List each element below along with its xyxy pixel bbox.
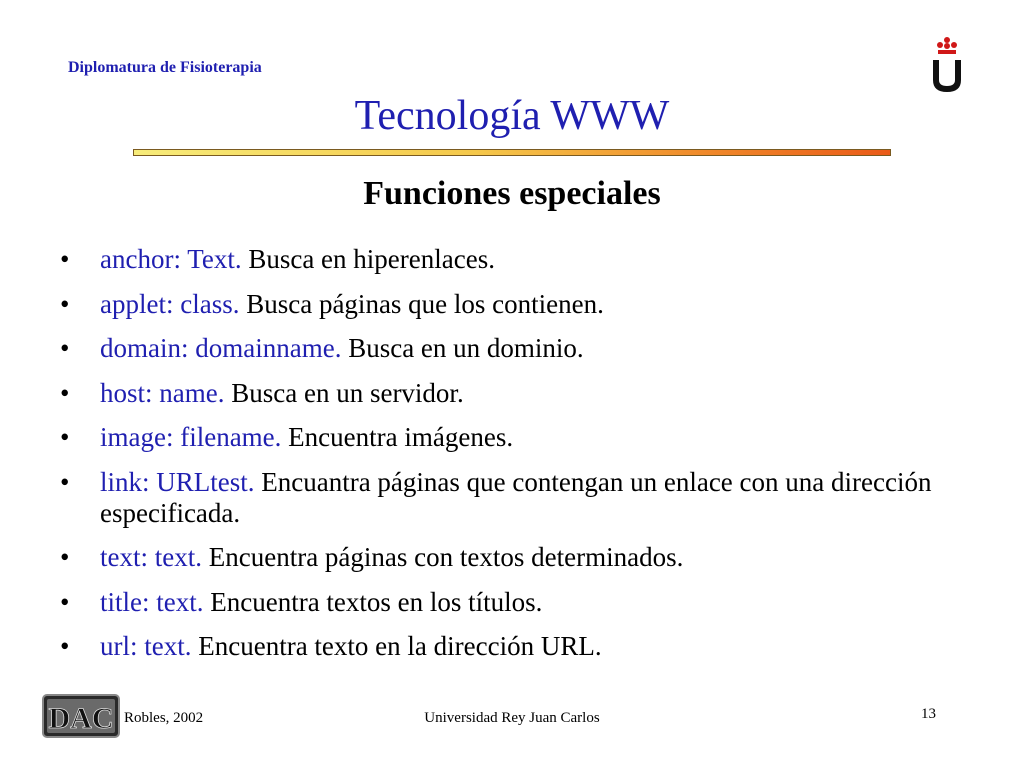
title-divider	[133, 149, 891, 156]
list-item: • text: text. Encuentra páginas con textos determinados.	[60, 542, 684, 572]
description-text: Busca en un dominio.	[341, 333, 584, 363]
description-text: Busca en un servidor.	[224, 377, 464, 408]
list-item: • title: text. Encuentra textos en los títulos.	[60, 586, 543, 617]
svg-text:DAC: DAC	[48, 702, 114, 735]
university-logo	[930, 36, 964, 96]
description-text: Encuentra texto en la dirección URL.	[191, 631, 602, 661]
course-title: Diplomatura de Fisioterapia	[68, 59, 262, 76]
list-item: • anchor: Text. Busca en hiperenlaces.	[60, 244, 495, 274]
slide-subtitle: Funciones especiales	[363, 175, 661, 212]
command-text: domain: domainname.	[100, 333, 342, 363]
command-text: applet: class.	[100, 288, 240, 319]
description-text: Encuentra imágenes.	[281, 422, 514, 452]
description-text: Busca páginas que los contienen.	[239, 288, 604, 319]
bullet-list	[60, 244, 980, 676]
description-text: Encuentra textos en los títulos.	[203, 586, 543, 617]
list-item: • link: URLtest. Encuantra páginas que contengan un enlace con una dirección especificada.	[60, 466, 932, 528]
list-item: • image: filename. Encuentra imágenes.	[60, 422, 514, 452]
description-text: Encuantra páginas que contengan un enlace con una dirección especificada.	[100, 466, 932, 528]
footer-institution: Universidad Rey Juan Carlos	[424, 710, 600, 726]
command-text: anchor: Text.	[100, 244, 242, 274]
command-text: host: name.	[100, 377, 225, 408]
page-number: 13	[921, 706, 936, 722]
list-item: • domain: domainname. Busca en un dominio.	[60, 333, 584, 363]
description-text: Encuentra páginas con textos determinados.	[201, 542, 684, 572]
slide-title: Tecnología WWW	[354, 93, 670, 139]
description-text: Busca en hiperenlaces.	[241, 244, 495, 274]
command-text: text: text.	[100, 542, 202, 572]
footer-author: Robles, 2002	[124, 710, 204, 726]
command-text: image: filename.	[100, 422, 282, 452]
command-text: url: text.	[100, 631, 192, 661]
command-text: link: URLtest.	[100, 466, 255, 497]
list-item: • applet: class. Busca páginas que los contienen.	[60, 288, 604, 319]
list-item: • url: text. Encuentra texto en la dirección URL.	[60, 631, 602, 661]
command-text: title: text.	[100, 586, 204, 617]
list-item: • host: name. Busca en un servidor.	[60, 377, 464, 408]
